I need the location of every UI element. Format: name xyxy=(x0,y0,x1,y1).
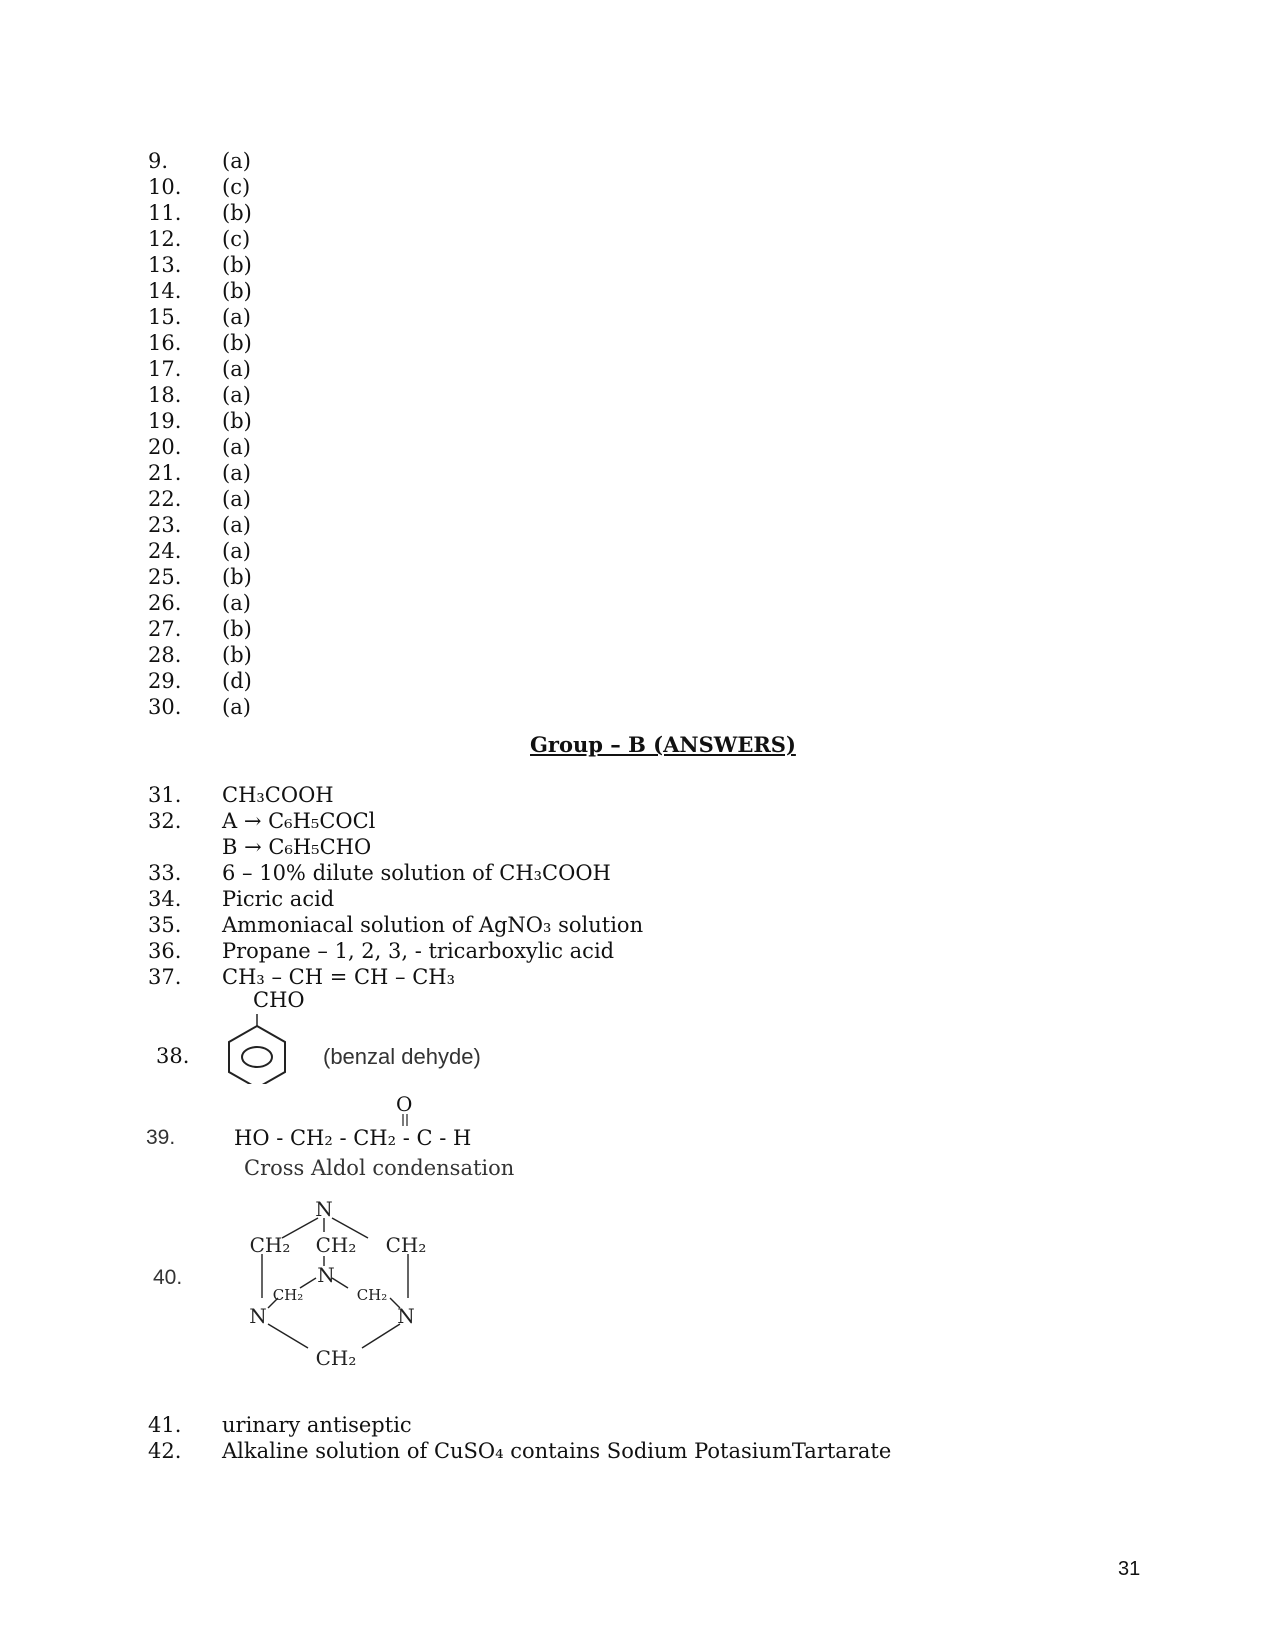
answer-option: (a) xyxy=(222,383,251,407)
ch2-left: CH₂ xyxy=(249,1233,291,1257)
question-number: 33. xyxy=(148,861,182,885)
question-number: 37. xyxy=(148,965,182,989)
question-number: 28. xyxy=(148,643,182,667)
question-number: 29. xyxy=(148,669,182,693)
question-number: 10. xyxy=(148,175,182,199)
answer-option: (a) xyxy=(222,487,251,511)
question-number: 30. xyxy=(148,695,182,719)
question-number: 34. xyxy=(148,887,182,911)
ch2-right: CH₂ xyxy=(385,1233,427,1257)
answer-text: Propane – 1, 2, 3, - tricarboxylic acid xyxy=(222,939,615,963)
nitrogen-right: N xyxy=(397,1304,415,1328)
answer-option: (a) xyxy=(222,513,251,537)
question-number-39: 39. xyxy=(146,1126,176,1149)
question-number: 19. xyxy=(148,409,182,433)
answer-option: (b) xyxy=(222,201,252,225)
answer-option: (d) xyxy=(222,669,252,693)
question-number: 25. xyxy=(148,565,182,589)
benzene-ring-diagram xyxy=(222,1012,292,1084)
nitrogen-left: N xyxy=(249,1304,267,1328)
answer-option: (b) xyxy=(222,643,252,667)
question-number: 32. xyxy=(148,809,182,833)
answer-text: CH₃COOH xyxy=(222,783,334,807)
question-number: 24. xyxy=(148,539,182,563)
question-number: 22. xyxy=(148,487,182,511)
question-number: 36. xyxy=(148,939,182,963)
answer-option: (a) xyxy=(222,435,251,459)
answer-option: (b) xyxy=(222,617,252,641)
answer-option: (b) xyxy=(222,279,252,303)
nitrogen-center: N xyxy=(317,1263,335,1287)
oxygen-label: O xyxy=(396,1092,413,1116)
answer-option: (a) xyxy=(222,539,251,563)
question-number-38: 38. xyxy=(156,1044,190,1068)
ch2-center: CH₂ xyxy=(315,1233,357,1257)
answer-text: Picric acid xyxy=(222,887,335,911)
question-number: 31. xyxy=(148,783,182,807)
hexamine-structure-diagram xyxy=(240,1194,440,1402)
answer-option: (a) xyxy=(222,305,251,329)
question-number: 14. xyxy=(148,279,182,303)
aldol-caption: Cross Aldol condensation xyxy=(244,1156,515,1180)
question-number: 9. xyxy=(148,149,169,173)
question-number: 18. xyxy=(148,383,182,407)
answer-option: (c) xyxy=(222,175,251,199)
answer-option: (a) xyxy=(222,591,251,615)
question-number: 23. xyxy=(148,513,182,537)
ch2-bottom: CH₂ xyxy=(315,1346,357,1370)
answer-text: urinary antiseptic xyxy=(222,1413,412,1437)
answer-option: (b) xyxy=(222,331,252,355)
answer-text: CH₃ – CH = CH – CH₃ xyxy=(222,965,456,989)
question-number: 27. xyxy=(148,617,182,641)
benzaldehyde-name: (benzal dehyde) xyxy=(323,1044,481,1069)
answer-text: Alkaline solution of CuSO₄ contains Sodium PotasiumTartarate xyxy=(222,1439,892,1463)
cho-label: CHO xyxy=(253,988,305,1012)
answer-option: (b) xyxy=(222,253,252,277)
answer-option: (a) xyxy=(222,461,251,485)
question-number: 16. xyxy=(148,331,182,355)
question-number: 11. xyxy=(148,201,182,225)
question-number: 15. xyxy=(148,305,182,329)
question-number: 42. xyxy=(148,1439,182,1463)
answer-option: (a) xyxy=(222,695,251,719)
answer-text: 6 – 10% dilute solution of CH₃COOH xyxy=(222,861,611,885)
answer-option: (b) xyxy=(222,409,252,433)
question-number: 20. xyxy=(148,435,182,459)
question-number: 41. xyxy=(148,1413,182,1437)
question-number: 26. xyxy=(148,591,182,615)
answer-text-b: B → C₆H₅CHO xyxy=(222,835,372,859)
answer-option: (b) xyxy=(222,565,252,589)
ch2-inner-left: CH₂ xyxy=(272,1286,304,1304)
answer-option: (c) xyxy=(222,227,251,251)
answer-option: (a) xyxy=(222,357,251,381)
question-number: 13. xyxy=(148,253,182,277)
question-number: 12. xyxy=(148,227,182,251)
ch2-inner-right: CH₂ xyxy=(356,1286,388,1304)
nitrogen-top: N xyxy=(315,1197,333,1221)
aldol-formula: HO - CH₂ - CH₂ - C - H xyxy=(234,1126,472,1150)
question-number: 17. xyxy=(148,357,182,381)
question-number: 21. xyxy=(148,461,182,485)
question-number: 35. xyxy=(148,913,182,937)
page-number: 31 xyxy=(1118,1558,1141,1580)
question-number-40: 40. xyxy=(153,1266,183,1289)
group-b-heading: Group – B (ANSWERS) xyxy=(530,732,796,757)
answer-text-a: A → C₆H₅COCl xyxy=(222,809,376,833)
answer-text: Ammoniacal solution of AgNO₃ solution xyxy=(222,913,644,937)
answer-option: (a) xyxy=(222,149,251,173)
